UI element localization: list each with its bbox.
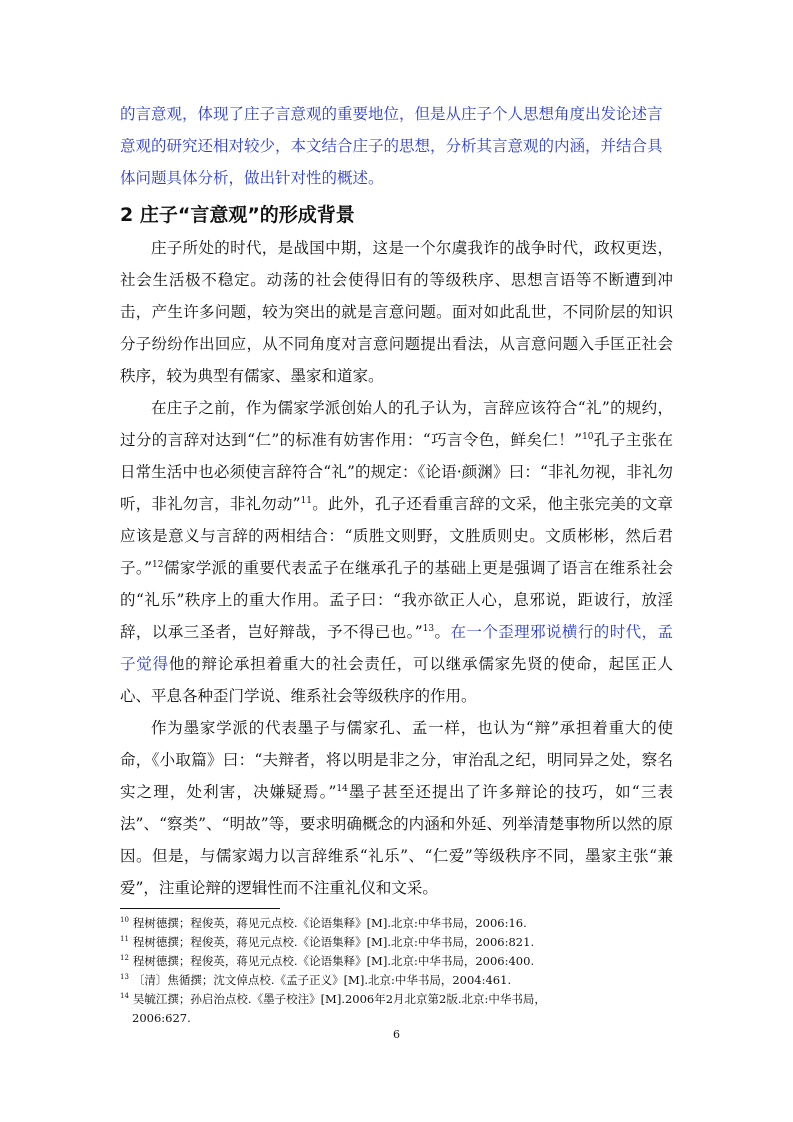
footnote-number: 12 (120, 954, 129, 963)
footnote-number: 13 (120, 973, 129, 982)
footnote-text: 〔清〕焦循撰；沈文倬点校.《孟子正义》[M].北京:中华书局，2004:461. (132, 973, 512, 987)
footnote-number: 11 (120, 935, 129, 944)
intro-line-1: 的言意观，体现了庄子言意观的重要地位，但是从庄子个人思想角度出发论述言 (120, 105, 663, 123)
para2-text-3: 。此外，孔子还看重言辞的文采，他主张完美的文章应该是意义与言辞的两相结合：“质胜文则野，文胜质则史。文质彬彬，然后君子。” (120, 495, 673, 577)
para3-text-1: 作为墨家学派的代表墨子与儒家孔、孟一样，也认为“辩”承担着重大的使命，《小取篇》曰：“夫辩者，将以明是非之分，审治乱之纪，明同异之处，察名实之理，处利害，决嫌疑焉。” (120, 719, 673, 801)
footnote-ref-11: 11 (300, 495, 313, 506)
intro-paragraph (120, 98, 673, 194)
footnote-number: 14 (120, 992, 129, 1001)
footnote-item (120, 971, 673, 990)
footnote-continuation: 2006:627. (132, 1011, 191, 1025)
footnote-item (120, 952, 673, 971)
footnote-text: 程树德撰；程俊英，蒋见元点校.《论语集释》[M].北京:中华书局，2006:821. (132, 935, 535, 949)
section-heading: 2 庄子“言意观”的形成背景 (120, 204, 355, 226)
footnote-ref-13: 13 (422, 623, 435, 634)
footnote-separator (120, 908, 280, 909)
footnote-item (120, 914, 673, 933)
footnote-ref-10: 10 (582, 431, 594, 442)
section-body (120, 232, 673, 904)
footnote-text: 程树德撰；程俊英，蒋见元点校.《论语集释》[M].北京:中华书局，2006:400. (132, 954, 535, 968)
para2-text-5: 。 (434, 623, 451, 641)
footnote-text: 吴毓江撰；孙启治点校.《墨子校注》[M].2006年2月北京第2版.北京:中华书局， (132, 992, 546, 1006)
paragraph-confucian-context: 庄子所处的时代，是战国中期，这是一个尔虞我诈的战争时代，政权更迭，社会生活极不稳定。动荡的社会使得旧有的等级秩序、思想言语等不断遭到冲击，产生许多问题，较为突出的就是言意问题。面对如此乱世，不同阶层的知识分子纷纷作出回应，从不同角度对言意问题提出看法，从言意问题入手匡正社会秩序，较为典型有儒家、墨家和道家。 (120, 239, 673, 385)
footnotes (120, 914, 673, 1028)
para3-text-2: 墨子甚至还提出了许多辩论的技巧，如“三表法”、“察类”、“明故”等，要求明确概念的内涵和外延、列举清楚事物所以然的原因。但是，与儒家竭力以言辞维系“礼乐”、“仁爱”等级秩序不同，墨家主张“兼爱”，注重论辩的逻辑性而不注重礼仪和文采。 (120, 783, 673, 897)
intro-line-2: 意观的研究还相对较少，本文结合庄子的思想，分析其言意观的内涵，并结合具 (120, 137, 663, 155)
para2-text-1: 在庄子之前，作为儒家学派创始人的孔子认为，言辞应该符合“礼”的规约，过分的言辞对达到“仁”的标准有妨害作用：“巧言令色，鲜矣仁！” (120, 399, 673, 449)
highlighted-text: 在一个歪理邪说横行的时代，孟子觉得 (120, 623, 673, 673)
intro-line-3: 体问题具体分析，做出针对性的概述。 (120, 169, 384, 187)
footnote-text: 程树德撰；程俊英，蒋见元点校.《论语集释》[M].北京:中华书局，2006:16. (132, 916, 527, 930)
para2-text-4: 儒家学派的重要代表孟子在继承孔子的基础上更是强调了语言在维系社会的“礼乐”秩序上的重大作用。孟子曰：“我亦欲正人心，息邪说，距诐行，放淫辞，以承三圣者，岂好辩哉，予不得已也。” (120, 559, 673, 641)
para2-text-6: 他的辩论承担着重大的社会责任，可以继承儒家先贤的使命，起匡正人心、平息各种歪门学说、维系社会等级秩序的作用。 (120, 655, 673, 705)
footnote-ref-14: 14 (336, 783, 348, 794)
footnote-number: 10 (120, 916, 129, 925)
page-number: 6 (393, 1028, 400, 1041)
paragraph-confucius-mencius (120, 392, 673, 712)
para2-text-2: 孔子主张在日常生活中也必须使言辞符合“礼”的规定：《论语·颜渊》曰：“非礼勿视，非礼勿听，非礼勿言，非礼勿动” (120, 431, 673, 513)
footnote-item (120, 933, 673, 952)
paragraph-mohist (120, 712, 673, 904)
footnote-ref-12: 12 (152, 559, 164, 570)
footnote-item (120, 990, 673, 1009)
